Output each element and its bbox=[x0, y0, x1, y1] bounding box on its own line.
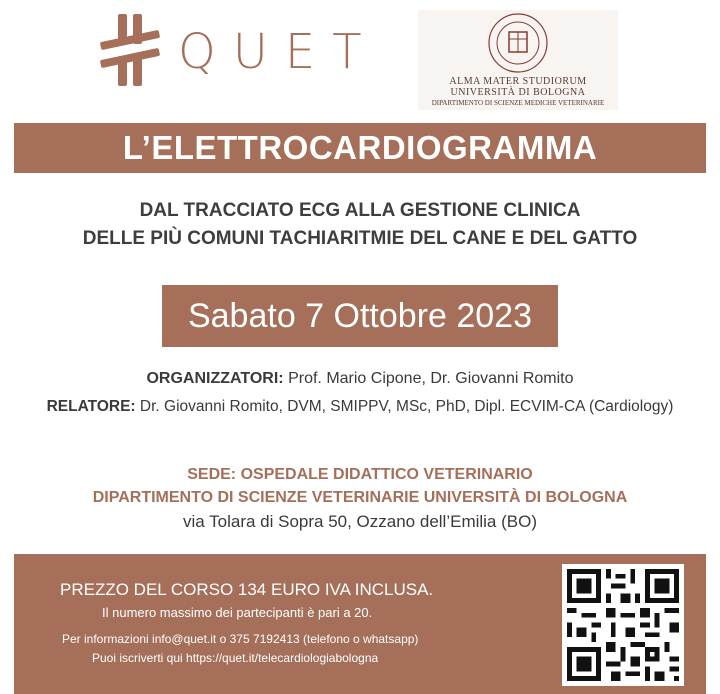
page-title: L’ELETTROCARDIOGRAMMA bbox=[122, 129, 598, 166]
quet-logo-icon bbox=[100, 14, 160, 86]
subtitle-line-2: DELLE PIÙ COMUNI TACHIARITMIE DEL CANE E DEL GATTO bbox=[82, 228, 638, 249]
subtitle-line-1: DAL TRACCIATO ECG ALLA GESTIONE CLINICA bbox=[139, 200, 581, 221]
date-banner bbox=[162, 285, 558, 347]
max-participants-text: Il numero massimo dei partecipanti è pari a 20. bbox=[102, 605, 373, 620]
organizers-line bbox=[0, 370, 720, 388]
register-link[interactable]: Puoi iscriverti qui https://quet.it/telecardiologiabologna bbox=[92, 651, 379, 665]
organizers-label: ORGANIZZATORI: bbox=[146, 370, 284, 387]
speaker-value: Dr. Giovanni Romito, DVM, SMIPPV, MSc, PhD, Dipl. ECVIM-CA (Cardiology) bbox=[139, 398, 674, 415]
footer-panel bbox=[14, 554, 706, 694]
venue-address: via Tolara di Sopra 50, Ozzano dell’Emilia (BO) bbox=[182, 512, 537, 531]
university-logo bbox=[418, 10, 618, 110]
event-date: Sabato 7 Ottobre 2023 bbox=[187, 296, 533, 335]
organizers-value: Prof. Mario Cipone, Dr. Giovanni Romito bbox=[288, 370, 574, 387]
university-seal-icon bbox=[484, 12, 552, 74]
speaker-line bbox=[0, 398, 720, 416]
venue-line-2: DIPARTIMENTO DI SCIENZE VETERINARIE UNIVERSITÀ DI BOLOGNA bbox=[92, 489, 628, 506]
qr-code-icon[interactable] bbox=[562, 564, 684, 686]
university-department: DIPARTIMENTO DI SCIENZE MEDICHE VETERINARIE bbox=[431, 99, 605, 107]
venue-line-1: SEDE: OSPEDALE DIDATTICO VETERINARIO bbox=[187, 466, 533, 483]
university-line-1: ALMA MATER STUDIORUM bbox=[449, 76, 587, 87]
price-text: PREZZO DEL CORSO 134 EURO IVA INCLUSA. bbox=[60, 580, 434, 599]
title-banner bbox=[14, 123, 706, 173]
brand-name: QUET bbox=[178, 24, 379, 80]
info-text: Per informazioni info@quet.it o 375 7192413 (telefono o whatsapp) bbox=[62, 632, 419, 646]
speaker-label: RELATORE: bbox=[46, 398, 136, 415]
university-line-2: UNIVERSITÀ DI BOLOGNA bbox=[450, 87, 586, 98]
